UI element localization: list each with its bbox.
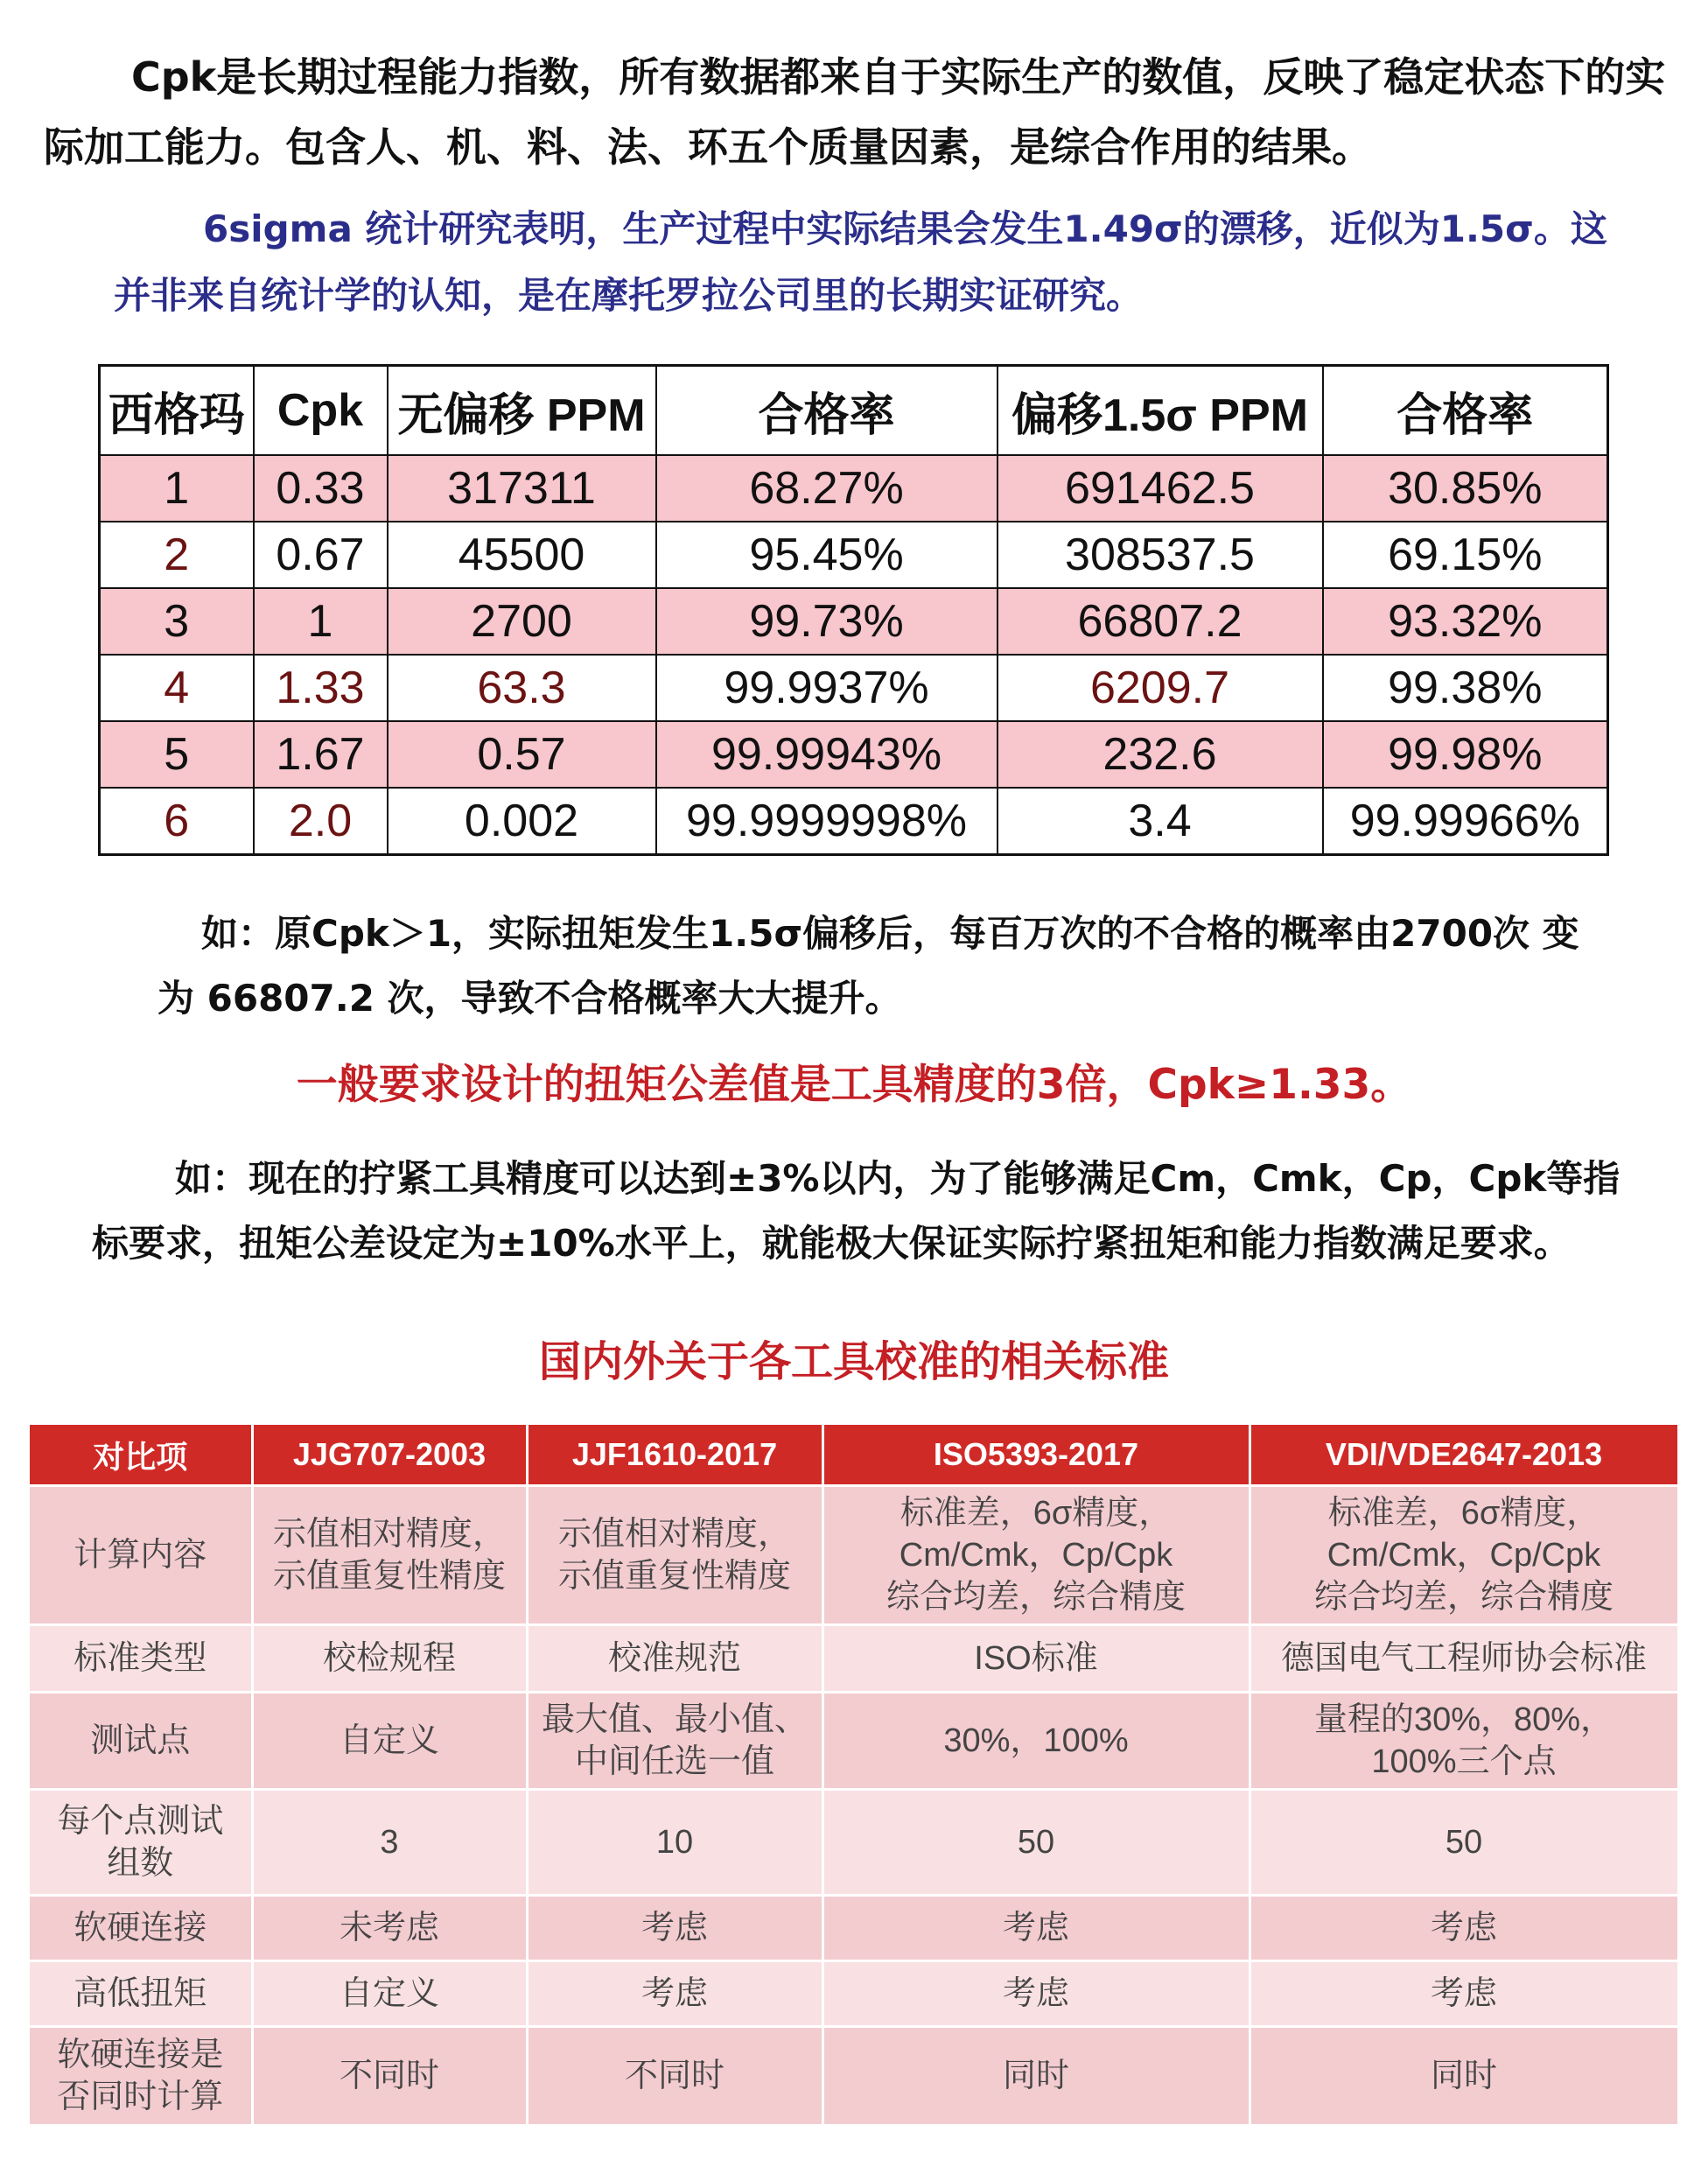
table-row [100,522,1608,588]
table-cell [1250,1896,1678,1961]
cell-line: 考虑 [1002,1910,1069,1946]
table-cell [822,1486,1250,1625]
cell-line: 高低扭矩 [74,1975,207,2012]
table-row [30,1693,1678,1790]
cell-ppm-shift: 6209.7 [998,655,1323,721]
cell-ppm: 2700 [388,588,656,655]
cell-sigma: 3 [100,588,254,655]
cell-line: 自定义 [339,1975,439,2012]
table-cell [1250,1625,1678,1693]
table-cell [252,1790,527,1896]
requirement-heading: 一般要求设计的扭矩公差值是工具精度的3倍，Cpk≥1.33。 [296,1061,1412,1109]
table-cell [252,2027,527,2126]
table-cell [822,1693,1250,1790]
intro-paragraph: Cpk是长期过程能力指数，所有数据都来自于实际生产的数值，反映了稳定状态下的实际加工能力。包含人、机、料、法、环五个质量因素，是综合作用的结果。 [44,53,1666,171]
cell-line: 不同时 [339,2058,439,2094]
row-label [30,1625,252,1693]
table-cell [527,1896,822,1961]
cell-yield: 95.45% [656,522,998,588]
table-cell [822,1961,1250,2027]
cell-ppm: 63.3 [388,655,656,721]
header-vdi2647: VDI/VDE2647-2013 [1250,1425,1678,1486]
header-jjg707: JJG707-2003 [252,1425,527,1486]
cell-cpk: 1.33 [254,655,388,721]
cell-ppm: 45500 [388,522,656,588]
table-cell [822,1790,1250,1896]
standards-header-row [30,1425,1678,1486]
example-paragraph-2: 如：现在的拧紧工具精度可以达到±3%以内，为了能够满足Cm，Cmk，Cp，Cpk等指标要求，扭矩公差设定为±10%水平上，就能极大保证实际拧紧扭矩和能力指数满足要求。 [92,1157,1620,1265]
cell-line: 每个点测试 [57,1803,224,1840]
cell-ppm-shift: 691462.5 [998,455,1323,522]
cell-line: 考虑 [1430,1975,1497,2012]
table-row [30,1790,1678,1896]
table-cell [252,1896,527,1961]
row-label [30,1896,252,1961]
cell-line: 计算内容 [74,1537,207,1574]
cell-line: 考虑 [640,1975,708,2012]
cell-line: 综合均差，综合精度 [1313,1579,1614,1616]
header-iso5393: ISO5393-2017 [822,1425,1250,1486]
cell-line: 标准差，6σ精度， [900,1495,1172,1532]
cell-line: 考虑 [640,1910,708,1946]
cell-line: 中间任选一值 [574,1743,774,1780]
table-cell [527,1693,822,1790]
table-cell [252,1486,527,1625]
cell-cpk: 0.67 [254,522,388,588]
cell-sigma: 6 [100,788,254,855]
cell-cpk: 0.33 [254,455,388,522]
table-cell [1250,1790,1678,1896]
cell-line: 同时 [1430,2058,1497,2094]
row-label [30,2027,252,2126]
cell-line: 最大值、最小值、 [541,1701,808,1738]
cell-yield-shift: 99.99966% [1323,788,1608,855]
table-cell [1250,1961,1678,2027]
cell-line: 否同时计算 [57,2079,224,2115]
header-ppm-shift: 偏移1.5σ PPM [998,366,1323,456]
table-row [30,1896,1678,1961]
header-yield-no-shift: 合格率 [656,366,998,456]
cpk-table [98,364,1609,856]
cell-line: 30%，100% [943,1722,1129,1759]
cell-yield: 99.9999998% [656,788,998,855]
cell-ppm-shift: 3.4 [998,788,1323,855]
cell-line: 考虑 [1002,1975,1069,2012]
row-label [30,1693,252,1790]
header-cpk: Cpk [254,366,388,456]
table-cell [527,2027,822,2126]
cell-yield: 99.73% [656,588,998,655]
header-jjf1610: JJF1610-2017 [527,1425,822,1486]
header-sigma: 西格玛 [100,366,254,456]
cell-line: 50 [1445,1824,1483,1861]
cell-cpk: 1 [254,588,388,655]
table-row [100,588,1608,655]
table-cell [527,1790,822,1896]
header-ppm-no-shift: 无偏移 PPM [388,366,656,456]
cell-yield-shift: 30.85% [1323,455,1608,522]
cpk-table-header-row [100,366,1608,456]
cell-yield-shift: 99.38% [1323,655,1608,721]
cell-line: Cm/Cmk，Cp/Cpk [899,1537,1173,1574]
table-row [30,1625,1678,1693]
cell-cpk: 2.0 [254,788,388,855]
cell-line: 不同时 [624,2058,724,2094]
header-yield-shift: 合格率 [1323,366,1608,456]
cell-line: Cm/Cmk，Cp/Cpk [1326,1537,1601,1574]
cell-line: 软硬连接 [74,1910,207,1946]
table-cell [252,1625,527,1693]
cell-line: 10 [655,1824,694,1861]
cell-line: 量程的30%，80%， [1313,1701,1614,1738]
cell-line: 示值重复性精度 [272,1558,506,1595]
cell-ppm: 0.57 [388,721,656,788]
table-row [30,1961,1678,2027]
table-row [30,2027,1678,2126]
cell-line: 标准类型 [74,1640,207,1677]
table-row [100,721,1608,788]
cell-line: 校检规程 [322,1640,456,1677]
cell-line: 校准规范 [607,1640,741,1677]
cell-ppm-shift: 66807.2 [998,588,1323,655]
cell-yield: 99.9937% [656,655,998,721]
cell-line: 未考虑 [339,1910,439,1946]
cell-line: 100%三个点 [1371,1743,1557,1780]
cell-line: 示值重复性精度 [557,1558,791,1595]
cell-ppm: 0.002 [388,788,656,855]
row-label [30,1486,252,1625]
cell-yield-shift: 93.32% [1323,588,1608,655]
table-cell [1250,1486,1678,1625]
sigma-study-paragraph: 6sigma 统计研究表明，生产过程中实际结果会发生1.49σ的漂移，近似为1.5σ。这并非来自统计学的认知，是在摩托罗拉公司里的长期实证研究。 [114,207,1607,317]
standards-table [30,1425,1680,2127]
row-label [30,1790,252,1896]
table-cell [527,1961,822,2027]
table-cell [822,1625,1250,1693]
cell-yield-shift: 69.15% [1323,522,1608,588]
cell-line: 综合均差，综合精度 [886,1579,1186,1616]
cell-yield: 99.99943% [656,721,998,788]
table-row [100,455,1608,522]
table-row [100,655,1608,721]
cell-cpk: 1.67 [254,721,388,788]
cell-line: 考虑 [1430,1910,1497,1946]
cell-sigma: 4 [100,655,254,721]
table-cell [527,1625,822,1693]
cell-sigma: 2 [100,522,254,588]
table-cell [1250,2027,1678,2126]
table-cell [527,1486,822,1625]
cell-yield: 68.27% [656,455,998,522]
cell-yield-shift: 99.98% [1323,721,1608,788]
cell-line: 德国电气工程师协会标准 [1280,1640,1647,1677]
cell-line: 测试点 [90,1722,191,1759]
cell-ppm-shift: 232.6 [998,721,1323,788]
table-row [100,788,1608,855]
standards-title: 国内外关于各工具校准的相关标准 [538,1337,1169,1386]
table-cell [252,1693,527,1790]
cell-line: ISO标准 [974,1640,1098,1677]
cell-line: 自定义 [339,1722,439,1759]
row-label [30,1961,252,2027]
table-cell [252,1961,527,2027]
cell-sigma: 5 [100,721,254,788]
cell-line: 示值相对精度， [272,1516,506,1553]
example-paragraph-1: 如：原Cpk＞1，实际扭矩发生1.5σ偏移后，每百万次的不合格的概率由2700次 变为 66807.2 次，导致不合格概率大大提升。 [158,912,1579,1020]
header-compare-item: 对比项 [30,1425,252,1486]
cell-line: 示值相对精度， [557,1516,791,1553]
table-row [30,1486,1678,1625]
table-cell [822,1896,1250,1961]
cell-sigma: 1 [100,455,254,522]
cell-line: 标准差，6σ精度， [1327,1495,1600,1532]
cell-line: 同时 [1002,2058,1069,2094]
cell-line: 组数 [107,1845,174,1882]
cell-line: 50 [1017,1824,1055,1861]
cell-line: 软硬连接是 [57,2037,224,2073]
table-cell [1250,1693,1678,1790]
cell-ppm: 317311 [388,455,656,522]
table-cell [822,2027,1250,2126]
cell-line: 3 [380,1824,399,1861]
cell-ppm-shift: 308537.5 [998,522,1323,588]
